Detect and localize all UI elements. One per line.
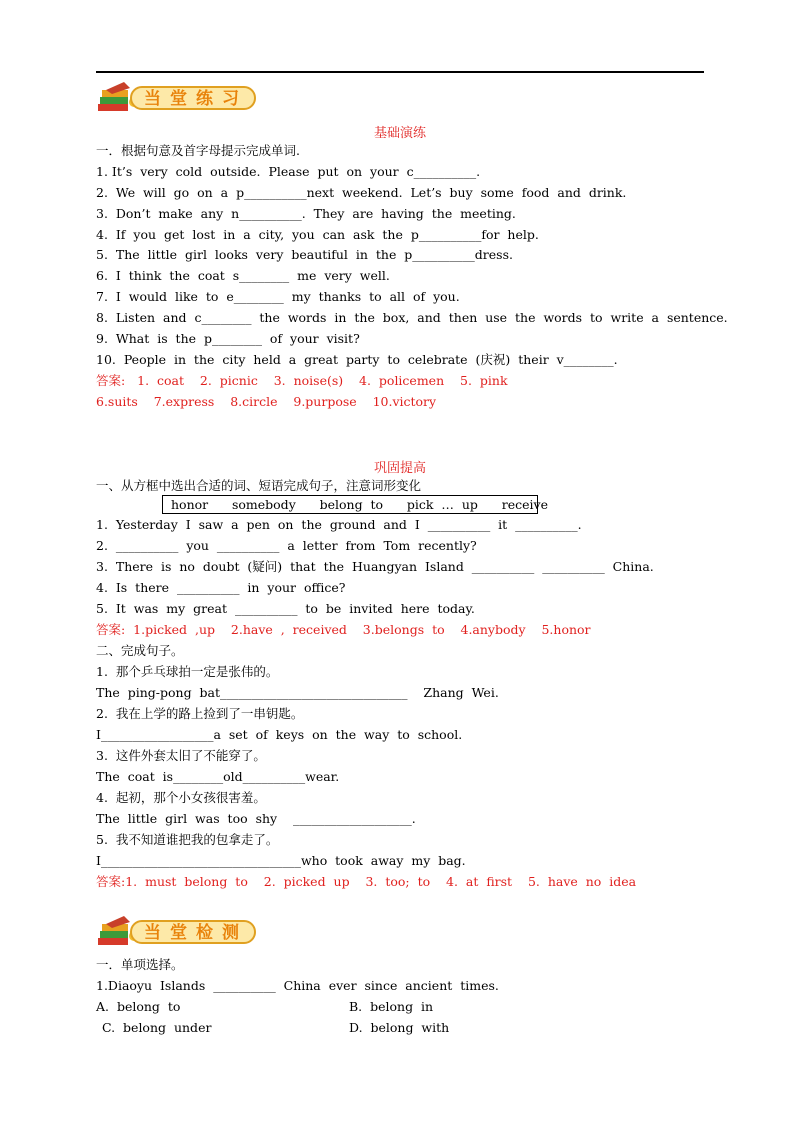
question-line: 4. Is there __________ in your office? xyxy=(96,580,346,595)
answer-line: 6.suits 7.express 8.circle 9.purpose 10.victory xyxy=(96,394,437,409)
question-line: 2. We will go on a p__________next weekend. Let’s buy some food and drink. xyxy=(96,185,627,200)
sentence-line: 3. 这件外套太旧了不能穿了。 xyxy=(96,748,266,763)
sentence-line: 4. 起初，那个小女孩很害羞。 xyxy=(96,790,266,805)
option-c: C. belong under xyxy=(102,1020,212,1035)
sentence-line: 2. 我在上学的路上捡到了一串钥匙。 xyxy=(96,706,304,721)
answer-line: 答案: 1. coat 2. picnic 3. noise(s) 4. policemen 5. pink xyxy=(96,373,508,388)
sentence-line: I__________________a set of keys on the way to school. xyxy=(96,727,463,742)
sentence-line: The little girl was too shy ___________________. xyxy=(96,811,416,826)
sentence-line: The ping-pong bat______________________________ Zhang Wei. xyxy=(96,685,499,700)
section-title-consolidate: 巩固提高 xyxy=(373,461,426,476)
question-line: 8. Listen and c________ the words in the box, and then use the words to write a sentence. xyxy=(96,310,728,325)
word-box: honor somebody belong to pick … up receive xyxy=(162,495,538,514)
test-banner xyxy=(96,914,258,948)
sentence-line: The coat is________old__________wear. xyxy=(96,769,340,784)
banner-title: 当堂练习 xyxy=(144,89,248,109)
answer-line: 答案:1. must belong to 2. picked up 3. too; to 4. at first 5. have no idea xyxy=(96,874,637,889)
sentence-line: 5. 我不知道谁把我的包拿走了。 xyxy=(96,832,279,847)
option-a: A. belong to xyxy=(96,999,181,1014)
sentence-line: I________________________________who took away my bag. xyxy=(96,853,466,868)
question-line: 9. What is the p________ of your visit? xyxy=(96,331,360,346)
question-line: 5. The little girl looks very beautiful in the p__________dress. xyxy=(96,247,513,262)
question-line: 1. Yesterday I saw a pen on the ground and I __________ it __________. xyxy=(96,517,582,532)
question-line: 7. I would like to e________ my thanks to all of you. xyxy=(96,289,460,304)
practice-banner xyxy=(96,80,258,114)
question-line: 10. People in the city held a great party to celebrate (庆祝) their v________. xyxy=(96,352,618,367)
header-rule xyxy=(96,71,704,73)
question-line: 1.Diaoyu Islands __________ China ever since ancient times. xyxy=(96,978,499,993)
question-line: 5. It was my great __________ to be invited here today. xyxy=(96,601,475,616)
question-line: 6. I think the coat s________ me very well. xyxy=(96,268,390,283)
question-line: 3. Don’t make any n__________. They are having the meeting. xyxy=(96,206,516,221)
instruction: 一．根据句意及首字母提示完成单词. xyxy=(96,143,300,158)
banner-title: 当堂检测 xyxy=(144,923,248,943)
sentence-line: 1. 那个乒乓球拍一定是张伟的。 xyxy=(96,664,279,679)
question-line: 1. It’s very cold outside. Please put on your c__________. xyxy=(96,164,481,179)
section-title-basic: 基础演练 xyxy=(373,126,426,141)
question-line: 4. If you get lost in a city, you can ask the p__________for help. xyxy=(96,227,539,242)
instruction: 二、完成句子。 xyxy=(96,643,184,658)
answer-line: 答案: 1.picked ,up 2.have , received 3.belongs to 4.anybody 5.honor xyxy=(96,622,591,637)
option-b: B. belong in xyxy=(349,999,434,1014)
question-line: 2. __________ you __________ a letter from Tom recently? xyxy=(96,538,477,553)
instruction: 一．单项选择。 xyxy=(96,957,184,972)
question-line: 3. There is no doubt (疑问) that the Huangyan Island __________ __________ China. xyxy=(96,559,654,574)
instruction: 一、从方框中选出合适的词、短语完成句子，注意词形变化 xyxy=(96,478,422,493)
option-d: D. belong with xyxy=(349,1020,450,1035)
